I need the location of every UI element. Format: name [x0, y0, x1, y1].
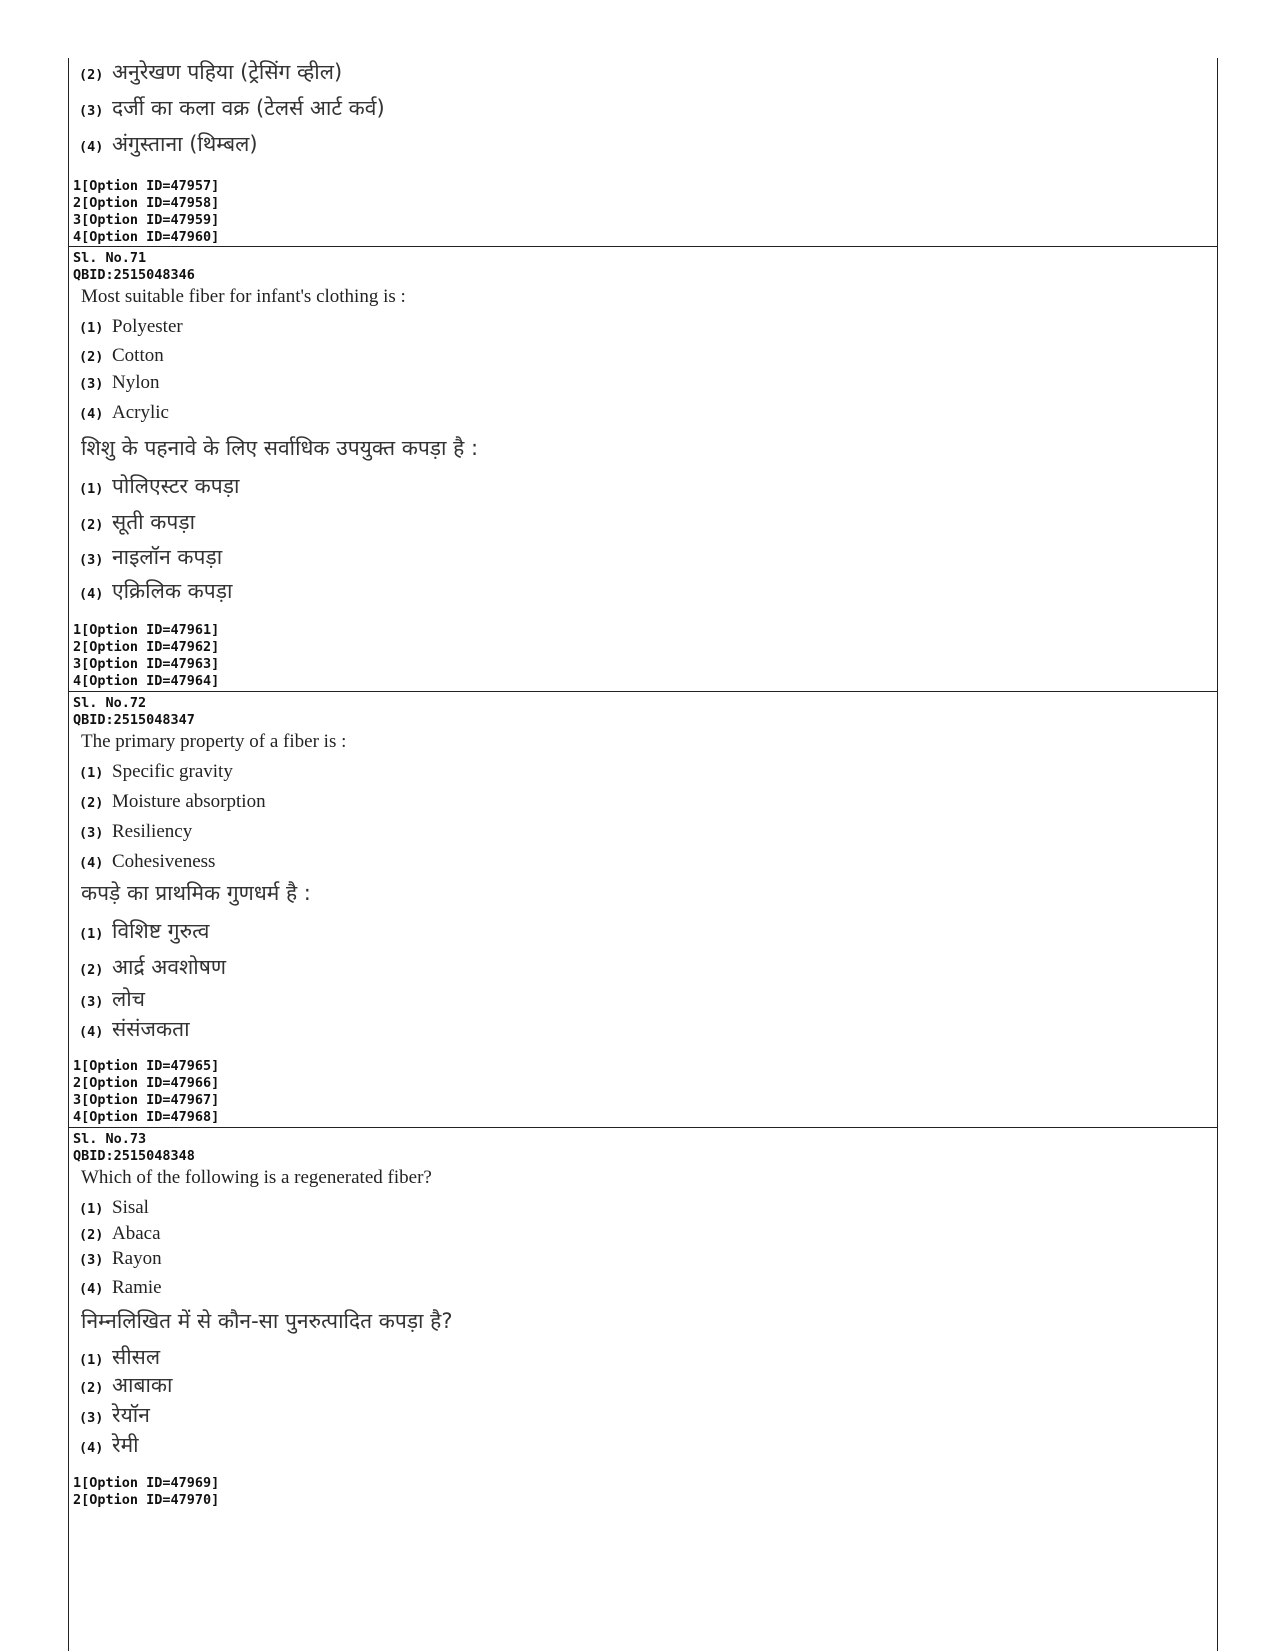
option-number: (4) — [79, 586, 104, 602]
question-text-english: Most suitable fiber for infant's clothing is : — [81, 286, 406, 307]
option-text: Specific gravity — [112, 761, 233, 782]
question-paper-page — [68, 58, 1218, 1651]
serial-number: Sl. No.73 — [73, 1131, 147, 1147]
option-text: Acrylic — [112, 402, 169, 423]
option-number: (3) — [79, 103, 104, 119]
option-text: संसंजकता — [112, 1017, 190, 1041]
option-text: Nylon — [112, 372, 160, 393]
option-hindi — [79, 1431, 139, 1459]
option-text: पोलिएस्टर कपड़ा — [112, 474, 240, 498]
question-header — [73, 250, 195, 283]
option-id: 3[Option ID=47963] — [73, 656, 220, 672]
serial-number: Sl. No.72 — [73, 695, 147, 711]
option-hindi — [79, 1401, 150, 1429]
option-id: 4[Option ID=47960] — [73, 229, 220, 245]
option-text: Resiliency — [112, 821, 193, 842]
option-number: (2) — [79, 349, 104, 365]
qbid: QBID:2515048347 — [73, 711, 195, 728]
option-hindi — [79, 953, 226, 981]
option-number: (4) — [79, 1440, 104, 1456]
option-english — [79, 372, 160, 394]
option-text: आबाका — [112, 1373, 173, 1397]
option-text: एक्रिलिक कपड़ा — [112, 579, 233, 603]
option-english — [79, 761, 233, 783]
option-english — [79, 1277, 162, 1299]
option-english — [79, 402, 169, 424]
option-number: (2) — [79, 1227, 104, 1243]
option-english — [79, 791, 266, 813]
option-english — [79, 851, 215, 873]
option-hindi — [79, 577, 232, 605]
option-text: Abaca — [112, 1223, 161, 1244]
option-number: (3) — [79, 994, 104, 1010]
serial-number: Sl. No.71 — [73, 250, 147, 266]
option-id: 2[Option ID=47970] — [73, 1492, 220, 1508]
option-id: 3[Option ID=47967] — [73, 1092, 220, 1108]
option-text: Polyester — [112, 316, 183, 337]
option-hindi — [79, 543, 222, 571]
option-english — [79, 821, 192, 843]
option-id: 1[Option ID=47957] — [73, 178, 220, 194]
option-number: (4) — [79, 406, 104, 422]
question-text-hindi: निम्नलिखित में से कौन-सा पुनरुत्पादित कपड़ा है? — [81, 1309, 453, 1333]
option-text: सूती कपड़ा — [112, 510, 196, 534]
option-number: (1) — [79, 1201, 104, 1217]
option-number: (1) — [79, 481, 104, 497]
option-english — [79, 316, 183, 338]
option-text: लोच — [112, 987, 146, 1011]
option-hindi — [79, 1371, 172, 1399]
option-hindi — [79, 472, 239, 500]
option-number: (2) — [79, 1380, 104, 1396]
option-number: (4) — [79, 1024, 104, 1040]
question-header — [73, 1131, 195, 1164]
option-text: सीसल — [112, 1345, 161, 1369]
option-id-list — [73, 1475, 219, 1509]
option-english — [79, 345, 164, 367]
option-text: Sisal — [112, 1197, 149, 1218]
option-english — [79, 1197, 149, 1219]
divider — [69, 691, 1217, 692]
option-english — [79, 1223, 161, 1245]
option-id: 1[Option ID=47965] — [73, 1058, 220, 1074]
option-number: (2) — [79, 962, 104, 978]
option-number: (3) — [79, 1252, 104, 1268]
option-hindi — [79, 985, 145, 1013]
option-text: Ramie — [112, 1277, 162, 1298]
option-text: Moisture absorption — [112, 791, 266, 812]
option-number: (3) — [79, 1410, 104, 1426]
option-hindi — [79, 508, 195, 536]
option-number: (2) — [79, 517, 104, 533]
option-english — [79, 1248, 162, 1270]
option-number: (1) — [79, 765, 104, 781]
divider — [69, 246, 1217, 247]
option-text: रेयॉन — [112, 1403, 150, 1427]
option-id: 3[Option ID=47959] — [73, 212, 220, 228]
option-text: अनुरेखण पहिया (ट्रेसिंग व्हील) — [112, 60, 343, 84]
option-text: Rayon — [112, 1248, 162, 1269]
option-hindi — [79, 1015, 190, 1043]
option-text: नाइलॉन कपड़ा — [112, 545, 223, 569]
question-text-english: The primary property of a fiber is : — [81, 731, 347, 752]
option-number: (1) — [79, 1352, 104, 1368]
option-number: (3) — [79, 376, 104, 392]
option-text: अंगुस्ताना (थिम्बल) — [112, 132, 258, 156]
option-id: 1[Option ID=47969] — [73, 1475, 220, 1491]
option-id-list — [73, 622, 219, 690]
option-hindi — [79, 94, 385, 122]
option-text: दर्जी का कला वक्र (टेलर्स आर्ट कर्व) — [112, 96, 385, 120]
option-hindi — [79, 1343, 160, 1371]
option-number: (4) — [79, 855, 104, 871]
option-hindi — [79, 917, 209, 945]
option-number: (4) — [79, 1281, 104, 1297]
question-header — [73, 695, 195, 728]
option-number: (2) — [79, 795, 104, 811]
qbid: QBID:2515048348 — [73, 1147, 195, 1164]
option-id: 2[Option ID=47958] — [73, 195, 220, 211]
divider — [69, 1127, 1217, 1128]
option-number: (3) — [79, 825, 104, 841]
option-id: 2[Option ID=47962] — [73, 639, 220, 655]
option-text: विशिष्ट गुरुत्व — [112, 919, 210, 943]
option-id-list — [73, 1058, 219, 1126]
option-number: (1) — [79, 320, 104, 336]
question-text-hindi: शिशु के पहनावे के लिए सर्वाधिक उपयुक्त कपड़ा है : — [81, 436, 479, 460]
option-id-list — [73, 178, 219, 246]
option-number: (4) — [79, 139, 104, 155]
option-text: Cohesiveness — [112, 851, 216, 872]
option-hindi — [79, 58, 342, 86]
question-text-hindi: कपड़े का प्राथमिक गुणधर्म है : — [81, 881, 311, 905]
option-text: Cotton — [112, 345, 164, 366]
option-hindi — [79, 130, 258, 158]
option-id: 4[Option ID=47968] — [73, 1109, 220, 1125]
option-id: 4[Option ID=47964] — [73, 673, 220, 689]
qbid: QBID:2515048346 — [73, 266, 195, 283]
question-text-english: Which of the following is a regenerated fiber? — [81, 1167, 432, 1188]
option-text: रेमी — [112, 1433, 139, 1457]
option-number: (1) — [79, 926, 104, 942]
option-number: (2) — [79, 67, 104, 83]
option-number: (3) — [79, 552, 104, 568]
option-id: 2[Option ID=47966] — [73, 1075, 220, 1091]
option-text: आर्द्र अवशोषण — [112, 955, 227, 979]
option-id: 1[Option ID=47961] — [73, 622, 220, 638]
